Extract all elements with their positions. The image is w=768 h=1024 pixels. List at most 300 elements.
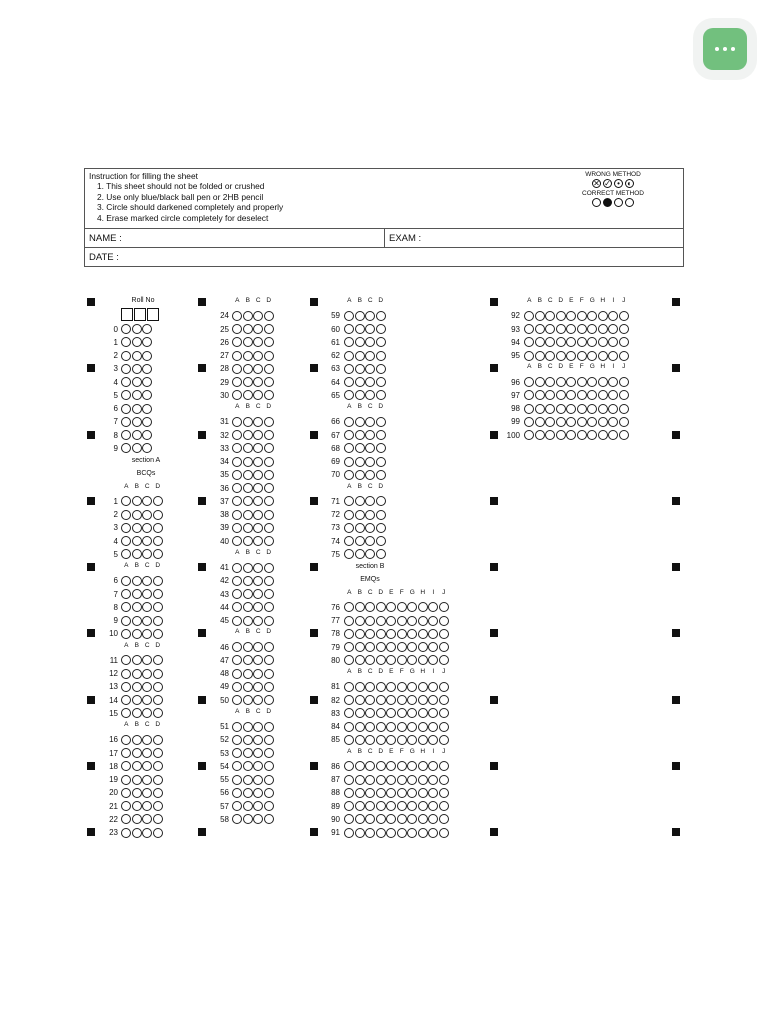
- answer-bubble[interactable]: [264, 602, 274, 612]
- answer-bubble[interactable]: [243, 337, 253, 347]
- answer-bubble[interactable]: [232, 602, 242, 612]
- answer-bubble[interactable]: [397, 814, 407, 824]
- answer-bubble[interactable]: [132, 814, 142, 824]
- answer-bubble[interactable]: [243, 523, 253, 533]
- answer-bubble[interactable]: [243, 616, 253, 626]
- answer-bubble[interactable]: [121, 669, 131, 679]
- answer-bubble[interactable]: [566, 337, 576, 347]
- answer-bubble[interactable]: [598, 377, 608, 387]
- answer-bubble[interactable]: [587, 324, 597, 334]
- answer-bubble[interactable]: [439, 722, 449, 732]
- answer-bubble[interactable]: [428, 814, 438, 824]
- answer-bubble[interactable]: [142, 629, 152, 639]
- answer-bubble[interactable]: [524, 404, 534, 414]
- answer-bubble[interactable]: [524, 351, 534, 361]
- answer-bubble[interactable]: [386, 616, 396, 626]
- answer-bubble[interactable]: [407, 722, 417, 732]
- answer-bubble[interactable]: [243, 801, 253, 811]
- answer-bubble[interactable]: [253, 536, 263, 546]
- answer-bubble[interactable]: [566, 324, 576, 334]
- answer-bubble[interactable]: [264, 814, 274, 824]
- answer-bubble[interactable]: [439, 708, 449, 718]
- answer-bubble[interactable]: [264, 390, 274, 400]
- answer-bubble[interactable]: [153, 735, 163, 745]
- answer-bubble[interactable]: [365, 602, 375, 612]
- answer-bubble[interactable]: [566, 417, 576, 427]
- answer-bubble[interactable]: [376, 377, 386, 387]
- answer-bubble[interactable]: [386, 708, 396, 718]
- answer-bubble[interactable]: [556, 377, 566, 387]
- answer-bubble[interactable]: [608, 377, 618, 387]
- answer-bubble[interactable]: [397, 761, 407, 771]
- answer-bubble[interactable]: [142, 351, 152, 361]
- answer-bubble[interactable]: [397, 708, 407, 718]
- answer-bubble[interactable]: [232, 364, 242, 374]
- answer-bubble[interactable]: [121, 695, 131, 705]
- answer-bubble[interactable]: [365, 775, 375, 785]
- answer-bubble[interactable]: [153, 602, 163, 612]
- answer-bubble[interactable]: [142, 390, 152, 400]
- answer-bubble[interactable]: [439, 642, 449, 652]
- answer-bubble[interactable]: [386, 814, 396, 824]
- answer-bubble[interactable]: [153, 828, 163, 838]
- answer-bubble[interactable]: [232, 655, 242, 665]
- answer-bubble[interactable]: [365, 708, 375, 718]
- answer-bubble[interactable]: [386, 722, 396, 732]
- answer-bubble[interactable]: [344, 549, 354, 559]
- answer-bubble[interactable]: [232, 761, 242, 771]
- answer-bubble[interactable]: [232, 510, 242, 520]
- answer-bubble[interactable]: [577, 417, 587, 427]
- answer-bubble[interactable]: [355, 324, 365, 334]
- answer-bubble[interactable]: [132, 788, 142, 798]
- answer-bubble[interactable]: [121, 655, 131, 665]
- answer-bubble[interactable]: [121, 828, 131, 838]
- answer-bubble[interactable]: [132, 443, 142, 453]
- answer-bubble[interactable]: [355, 443, 365, 453]
- answer-bubble[interactable]: [556, 390, 566, 400]
- answer-bubble[interactable]: [418, 788, 428, 798]
- answer-bubble[interactable]: [376, 390, 386, 400]
- answer-bubble[interactable]: [608, 324, 618, 334]
- answer-bubble[interactable]: [344, 801, 354, 811]
- answer-bubble[interactable]: [407, 708, 417, 718]
- answer-bubble[interactable]: [243, 814, 253, 824]
- answer-bubble[interactable]: [344, 523, 354, 533]
- answer-bubble[interactable]: [253, 390, 263, 400]
- answer-bubble[interactable]: [355, 549, 365, 559]
- answer-bubble[interactable]: [428, 761, 438, 771]
- answer-bubble[interactable]: [264, 351, 274, 361]
- answer-bubble[interactable]: [355, 496, 365, 506]
- answer-bubble[interactable]: [418, 801, 428, 811]
- answer-bubble[interactable]: [428, 695, 438, 705]
- answer-bubble[interactable]: [253, 417, 263, 427]
- answer-bubble[interactable]: [376, 801, 386, 811]
- answer-bubble[interactable]: [407, 629, 417, 639]
- answer-bubble[interactable]: [386, 655, 396, 665]
- answer-bubble[interactable]: [153, 536, 163, 546]
- answer-bubble[interactable]: [397, 682, 407, 692]
- answer-bubble[interactable]: [355, 457, 365, 467]
- answer-bubble[interactable]: [132, 496, 142, 506]
- answer-bubble[interactable]: [153, 801, 163, 811]
- answer-bubble[interactable]: [418, 602, 428, 612]
- answer-bubble[interactable]: [253, 616, 263, 626]
- answer-bubble[interactable]: [344, 417, 354, 427]
- answer-bubble[interactable]: [355, 629, 365, 639]
- answer-bubble[interactable]: [418, 761, 428, 771]
- answer-bubble[interactable]: [264, 470, 274, 480]
- answer-bubble[interactable]: [355, 722, 365, 732]
- answer-bubble[interactable]: [264, 563, 274, 573]
- answer-bubble[interactable]: [243, 669, 253, 679]
- answer-bubble[interactable]: [428, 616, 438, 626]
- answer-bubble[interactable]: [439, 629, 449, 639]
- answer-bubble[interactable]: [376, 457, 386, 467]
- answer-bubble[interactable]: [264, 364, 274, 374]
- answer-bubble[interactable]: [608, 417, 618, 427]
- answer-bubble[interactable]: [376, 510, 386, 520]
- answer-bubble[interactable]: [121, 801, 131, 811]
- answer-bubble[interactable]: [418, 695, 428, 705]
- answer-bubble[interactable]: [232, 324, 242, 334]
- answer-bubble[interactable]: [153, 788, 163, 798]
- answer-bubble[interactable]: [121, 337, 131, 347]
- answer-bubble[interactable]: [142, 404, 152, 414]
- answer-bubble[interactable]: [253, 735, 263, 745]
- roll-digit-box[interactable]: [121, 308, 133, 321]
- answer-bubble[interactable]: [142, 443, 152, 453]
- answer-bubble[interactable]: [253, 364, 263, 374]
- answer-bubble[interactable]: [132, 536, 142, 546]
- answer-bubble[interactable]: [132, 695, 142, 705]
- answer-bubble[interactable]: [386, 682, 396, 692]
- answer-bubble[interactable]: [132, 576, 142, 586]
- answer-bubble[interactable]: [121, 708, 131, 718]
- answer-bubble[interactable]: [524, 417, 534, 427]
- answer-bubble[interactable]: [376, 602, 386, 612]
- answer-bubble[interactable]: [344, 364, 354, 374]
- answer-bubble[interactable]: [376, 655, 386, 665]
- answer-bubble[interactable]: [376, 496, 386, 506]
- answer-bubble[interactable]: [253, 470, 263, 480]
- answer-bubble[interactable]: [253, 695, 263, 705]
- answer-bubble[interactable]: [407, 655, 417, 665]
- answer-bubble[interactable]: [556, 324, 566, 334]
- answer-bubble[interactable]: [344, 616, 354, 626]
- answer-bubble[interactable]: [344, 457, 354, 467]
- answer-bubble[interactable]: [355, 735, 365, 745]
- answer-bubble[interactable]: [418, 616, 428, 626]
- answer-bubble[interactable]: [535, 351, 545, 361]
- answer-bubble[interactable]: [132, 364, 142, 374]
- answer-bubble[interactable]: [376, 430, 386, 440]
- answer-bubble[interactable]: [355, 311, 365, 321]
- answer-bubble[interactable]: [232, 669, 242, 679]
- answer-bubble[interactable]: [439, 761, 449, 771]
- answer-bubble[interactable]: [232, 788, 242, 798]
- answer-bubble[interactable]: [264, 377, 274, 387]
- answer-bubble[interactable]: [365, 311, 375, 321]
- answer-bubble[interactable]: [142, 708, 152, 718]
- answer-bubble[interactable]: [365, 496, 375, 506]
- answer-bubble[interactable]: [386, 735, 396, 745]
- answer-bubble[interactable]: [232, 814, 242, 824]
- answer-bubble[interactable]: [545, 351, 555, 361]
- answer-bubble[interactable]: [142, 324, 152, 334]
- answer-bubble[interactable]: [376, 536, 386, 546]
- answer-bubble[interactable]: [243, 576, 253, 586]
- answer-bubble[interactable]: [598, 390, 608, 400]
- answer-bubble[interactable]: [365, 761, 375, 771]
- answer-bubble[interactable]: [535, 377, 545, 387]
- answer-bubble[interactable]: [153, 655, 163, 665]
- answer-bubble[interactable]: [153, 523, 163, 533]
- answer-bubble[interactable]: [153, 708, 163, 718]
- answer-bubble[interactable]: [365, 722, 375, 732]
- answer-bubble[interactable]: [153, 616, 163, 626]
- answer-bubble[interactable]: [587, 351, 597, 361]
- answer-bubble[interactable]: [376, 642, 386, 652]
- answer-bubble[interactable]: [365, 801, 375, 811]
- answer-bubble[interactable]: [153, 669, 163, 679]
- answer-bubble[interactable]: [232, 390, 242, 400]
- answer-bubble[interactable]: [132, 761, 142, 771]
- answer-bubble[interactable]: [386, 629, 396, 639]
- answer-bubble[interactable]: [153, 682, 163, 692]
- answer-bubble[interactable]: [121, 364, 131, 374]
- answer-bubble[interactable]: [556, 430, 566, 440]
- answer-bubble[interactable]: [132, 417, 142, 427]
- answer-bubble[interactable]: [587, 390, 597, 400]
- answer-bubble[interactable]: [376, 761, 386, 771]
- answer-bubble[interactable]: [355, 616, 365, 626]
- answer-bubble[interactable]: [232, 563, 242, 573]
- answer-bubble[interactable]: [428, 788, 438, 798]
- answer-bubble[interactable]: [365, 364, 375, 374]
- answer-bubble[interactable]: [428, 682, 438, 692]
- answer-bubble[interactable]: [397, 616, 407, 626]
- answer-bubble[interactable]: [153, 589, 163, 599]
- answer-bubble[interactable]: [232, 430, 242, 440]
- answer-bubble[interactable]: [232, 523, 242, 533]
- answer-bubble[interactable]: [418, 828, 428, 838]
- answer-bubble[interactable]: [355, 470, 365, 480]
- answer-bubble[interactable]: [355, 695, 365, 705]
- answer-bubble[interactable]: [418, 722, 428, 732]
- answer-bubble[interactable]: [577, 404, 587, 414]
- answer-bubble[interactable]: [132, 602, 142, 612]
- answer-bubble[interactable]: [264, 417, 274, 427]
- answer-bubble[interactable]: [407, 682, 417, 692]
- answer-bubble[interactable]: [619, 324, 629, 334]
- answer-bubble[interactable]: [264, 576, 274, 586]
- answer-bubble[interactable]: [264, 655, 274, 665]
- answer-bubble[interactable]: [132, 404, 142, 414]
- answer-bubble[interactable]: [253, 483, 263, 493]
- answer-bubble[interactable]: [132, 669, 142, 679]
- answer-bubble[interactable]: [253, 430, 263, 440]
- answer-bubble[interactable]: [132, 775, 142, 785]
- answer-bubble[interactable]: [608, 390, 618, 400]
- answer-bubble[interactable]: [365, 523, 375, 533]
- answer-bubble[interactable]: [243, 788, 253, 798]
- answer-bubble[interactable]: [344, 695, 354, 705]
- answer-bubble[interactable]: [365, 443, 375, 453]
- more-options-button[interactable]: [703, 28, 747, 70]
- answer-bubble[interactable]: [535, 390, 545, 400]
- answer-bubble[interactable]: [142, 655, 152, 665]
- answer-bubble[interactable]: [545, 311, 555, 321]
- answer-bubble[interactable]: [232, 801, 242, 811]
- answer-bubble[interactable]: [142, 523, 152, 533]
- answer-bubble[interactable]: [153, 695, 163, 705]
- answer-bubble[interactable]: [243, 589, 253, 599]
- answer-bubble[interactable]: [253, 563, 263, 573]
- answer-bubble[interactable]: [365, 457, 375, 467]
- answer-bubble[interactable]: [545, 390, 555, 400]
- answer-bubble[interactable]: [556, 337, 566, 347]
- answer-bubble[interactable]: [232, 682, 242, 692]
- answer-bubble[interactable]: [376, 828, 386, 838]
- answer-bubble[interactable]: [598, 417, 608, 427]
- answer-bubble[interactable]: [253, 324, 263, 334]
- answer-bubble[interactable]: [397, 735, 407, 745]
- answer-bubble[interactable]: [344, 351, 354, 361]
- answer-bubble[interactable]: [598, 404, 608, 414]
- answer-bubble[interactable]: [355, 682, 365, 692]
- answer-bubble[interactable]: [243, 748, 253, 758]
- answer-bubble[interactable]: [344, 828, 354, 838]
- answer-bubble[interactable]: [121, 536, 131, 546]
- answer-bubble[interactable]: [365, 814, 375, 824]
- answer-bubble[interactable]: [598, 351, 608, 361]
- answer-bubble[interactable]: [253, 457, 263, 467]
- answer-bubble[interactable]: [556, 351, 566, 361]
- answer-bubble[interactable]: [142, 616, 152, 626]
- answer-bubble[interactable]: [344, 443, 354, 453]
- answer-bubble[interactable]: [418, 655, 428, 665]
- answer-bubble[interactable]: [418, 629, 428, 639]
- answer-bubble[interactable]: [365, 682, 375, 692]
- answer-bubble[interactable]: [232, 536, 242, 546]
- answer-bubble[interactable]: [439, 775, 449, 785]
- answer-bubble[interactable]: [355, 337, 365, 347]
- answer-bubble[interactable]: [376, 722, 386, 732]
- answer-bubble[interactable]: [132, 589, 142, 599]
- answer-bubble[interactable]: [355, 510, 365, 520]
- answer-bubble[interactable]: [355, 761, 365, 771]
- answer-bubble[interactable]: [439, 616, 449, 626]
- answer-bubble[interactable]: [121, 443, 131, 453]
- answer-bubble[interactable]: [243, 563, 253, 573]
- answer-bubble[interactable]: [535, 311, 545, 321]
- answer-bubble[interactable]: [253, 510, 263, 520]
- answer-bubble[interactable]: [577, 377, 587, 387]
- answer-bubble[interactable]: [439, 655, 449, 665]
- answer-bubble[interactable]: [344, 602, 354, 612]
- answer-bubble[interactable]: [344, 536, 354, 546]
- answer-bubble[interactable]: [253, 576, 263, 586]
- answer-bubble[interactable]: [545, 377, 555, 387]
- answer-bubble[interactable]: [264, 496, 274, 506]
- answer-bubble[interactable]: [376, 470, 386, 480]
- answer-bubble[interactable]: [232, 443, 242, 453]
- answer-bubble[interactable]: [344, 775, 354, 785]
- answer-bubble[interactable]: [132, 828, 142, 838]
- answer-bubble[interactable]: [365, 417, 375, 427]
- answer-bubble[interactable]: [132, 351, 142, 361]
- answer-bubble[interactable]: [418, 682, 428, 692]
- answer-bubble[interactable]: [132, 523, 142, 533]
- answer-bubble[interactable]: [355, 708, 365, 718]
- answer-bubble[interactable]: [386, 788, 396, 798]
- answer-bubble[interactable]: [121, 814, 131, 824]
- answer-bubble[interactable]: [344, 682, 354, 692]
- answer-bubble[interactable]: [397, 828, 407, 838]
- answer-bubble[interactable]: [355, 788, 365, 798]
- answer-bubble[interactable]: [587, 430, 597, 440]
- answer-bubble[interactable]: [619, 337, 629, 347]
- answer-bubble[interactable]: [142, 377, 152, 387]
- answer-bubble[interactable]: [355, 351, 365, 361]
- answer-bubble[interactable]: [243, 430, 253, 440]
- answer-bubble[interactable]: [376, 775, 386, 785]
- answer-bubble[interactable]: [264, 443, 274, 453]
- answer-bubble[interactable]: [418, 735, 428, 745]
- answer-bubble[interactable]: [253, 523, 263, 533]
- answer-bubble[interactable]: [545, 404, 555, 414]
- answer-bubble[interactable]: [355, 801, 365, 811]
- answer-bubble[interactable]: [243, 775, 253, 785]
- answer-bubble[interactable]: [142, 337, 152, 347]
- answer-bubble[interactable]: [619, 430, 629, 440]
- answer-bubble[interactable]: [428, 828, 438, 838]
- answer-bubble[interactable]: [397, 801, 407, 811]
- answer-bubble[interactable]: [386, 801, 396, 811]
- answer-bubble[interactable]: [253, 655, 263, 665]
- answer-bubble[interactable]: [545, 430, 555, 440]
- answer-bubble[interactable]: [407, 801, 417, 811]
- answer-bubble[interactable]: [376, 443, 386, 453]
- answer-bubble[interactable]: [253, 801, 263, 811]
- answer-bubble[interactable]: [264, 801, 274, 811]
- answer-bubble[interactable]: [577, 430, 587, 440]
- answer-bubble[interactable]: [132, 682, 142, 692]
- answer-bubble[interactable]: [121, 788, 131, 798]
- answer-bubble[interactable]: [355, 655, 365, 665]
- answer-bubble[interactable]: [376, 351, 386, 361]
- answer-bubble[interactable]: [355, 828, 365, 838]
- answer-bubble[interactable]: [386, 695, 396, 705]
- answer-bubble[interactable]: [142, 669, 152, 679]
- answer-bubble[interactable]: [264, 589, 274, 599]
- answer-bubble[interactable]: [344, 722, 354, 732]
- answer-bubble[interactable]: [243, 390, 253, 400]
- answer-bubble[interactable]: [365, 549, 375, 559]
- answer-bubble[interactable]: [232, 483, 242, 493]
- answer-bubble[interactable]: [142, 549, 152, 559]
- answer-bubble[interactable]: [386, 602, 396, 612]
- answer-bubble[interactable]: [153, 510, 163, 520]
- answer-bubble[interactable]: [418, 642, 428, 652]
- answer-bubble[interactable]: [365, 616, 375, 626]
- answer-bubble[interactable]: [355, 523, 365, 533]
- answer-bubble[interactable]: [142, 364, 152, 374]
- answer-bubble[interactable]: [376, 629, 386, 639]
- answer-bubble[interactable]: [132, 337, 142, 347]
